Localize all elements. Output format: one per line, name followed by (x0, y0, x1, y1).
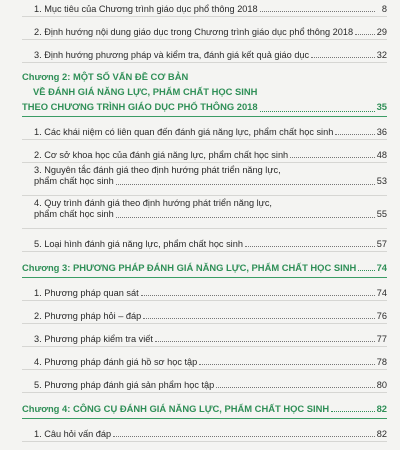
toc-entry-title: 3. Phương pháp kiểm tra viết (34, 334, 153, 344)
dot-leader (113, 436, 375, 437)
toc-entry-page: 29 (376, 27, 387, 37)
dot-leader (216, 387, 375, 388)
dot-leader (290, 157, 375, 158)
dot-leader (260, 11, 375, 12)
dot-leader (358, 270, 374, 271)
toc-entry-3-5[interactable] (22, 370, 387, 393)
toc-entry-3-3[interactable] (22, 324, 387, 347)
toc-entry-title: 1. Phương pháp quan sát (34, 288, 139, 298)
chapter-title: Chương 3: PHƯƠNG PHÁP ĐÁNH GIÁ NĂNG LỰC, PHẨM CHẤT HỌC SINH (22, 262, 357, 273)
toc-entry-1-3[interactable] (22, 40, 387, 63)
toc-entry-3-4[interactable] (22, 347, 387, 370)
toc-entry-3-1[interactable] (22, 278, 387, 301)
toc-entry-3-2[interactable] (22, 301, 387, 324)
toc-entry-title: 5. Loại hình đánh giá năng lực, phẩm chất học sinh (34, 239, 243, 249)
toc-chapter-4[interactable] (22, 393, 387, 419)
toc-entry-title: 1. Câu hỏi vấn đáp (34, 429, 112, 439)
dot-leader (155, 341, 375, 342)
toc-entry-1-1[interactable] (22, 0, 387, 17)
toc-entry-4-1[interactable] (22, 419, 387, 442)
toc-entry-page: 8 (381, 4, 387, 14)
chapter-title-line: VỀ ĐÁNH GIÁ NĂNG LỰC, PHẨM CHẤT HỌC SINH (33, 86, 258, 97)
toc-entry-page: 48 (376, 150, 387, 160)
chapter-page: 74 (376, 262, 387, 273)
toc-entry-page: 80 (376, 380, 387, 390)
toc-entry-page: 55 (376, 209, 387, 219)
toc-entry-page: 36 (376, 127, 387, 137)
toc-entry-title-line: 4. Quy trình đánh giá theo định hướng phát triển năng lực, (34, 198, 272, 208)
toc-entry-title: 2. Phương pháp hỏi – đáp (34, 311, 142, 321)
toc-entry-title: 2. Cơ sở khoa học của đánh giá năng lực, phẩm chất học sinh (34, 150, 289, 160)
toc-entry-page: 57 (376, 239, 387, 249)
dot-leader (331, 411, 374, 412)
toc-entry-2-4[interactable] (22, 196, 387, 229)
dot-leader (260, 111, 375, 112)
dot-leader (143, 318, 375, 319)
toc-chapter-3[interactable] (22, 252, 387, 278)
toc-entry-1-2[interactable] (22, 17, 387, 40)
dot-leader (199, 364, 374, 365)
dot-leader (245, 246, 375, 247)
dot-leader (141, 295, 375, 296)
toc-entry-page: 53 (376, 176, 387, 186)
chapter-page: 35 (376, 101, 387, 112)
toc-entry-cropped (22, 442, 387, 450)
toc-chapter-2[interactable] (22, 63, 387, 117)
toc-entry-title: 1. Các khái niệm có liên quan đến đánh giá năng lực, phẩm chất học sinh (34, 127, 334, 137)
toc-entry-title-line: phẩm chất học sinh (34, 176, 114, 186)
toc-entry-2-1[interactable] (22, 117, 387, 140)
toc-entry-title: 3. Định hướng phương pháp và kiểm tra, đánh giá kết quả giáo dục (34, 50, 310, 60)
chapter-title: Chương 4: CÔNG CỤ ĐÁNH GIÁ NĂNG LỰC, PHẨM CHẤT HỌC SINH (22, 403, 330, 414)
dot-leader (116, 217, 375, 218)
toc-entry-2-3[interactable] (22, 163, 387, 196)
toc-entry-title: 2. Định hướng nội dung giáo dục trong Chương trình giáo dục phổ thông 2018 (34, 27, 354, 37)
chapter-page: 82 (376, 403, 387, 414)
toc-entry-title: 4. Phương pháp đánh giá hồ sơ học tập (34, 357, 198, 367)
toc-entry-page: 77 (376, 334, 387, 344)
dot-leader (355, 34, 375, 35)
toc-entry-page: 82 (376, 429, 387, 439)
toc-entry-2-2[interactable] (22, 140, 387, 163)
dot-leader (116, 184, 375, 185)
toc-entry-page: 74 (376, 288, 387, 298)
chapter-title-line: THEO CHƯƠNG TRÌNH GIÁO DỤC PHỔ THÔNG 2018 (22, 101, 258, 112)
toc-entry-title-line: 3. Nguyên tắc đánh giá theo định hướng phát triển năng lực, (34, 165, 281, 175)
toc-entry-title: 1. Mục tiêu của Chương trình giáo dục phổ thông 2018 (34, 4, 258, 14)
toc-entry-title: 5. Phương pháp đánh giá sản phẩm học tập (34, 380, 215, 390)
dot-leader (311, 57, 375, 58)
toc-entry-page: 78 (376, 357, 387, 367)
toc-entry-2-5[interactable] (22, 229, 387, 252)
toc-entry-page: 76 (376, 311, 387, 321)
chapter-title-line: Chương 2: MỘT SỐ VẤN ĐỀ CƠ BẢN (22, 71, 189, 82)
toc-entry-title-line: phẩm chất học sinh (34, 209, 114, 219)
toc-entry-page: 32 (376, 50, 387, 60)
dot-leader (335, 134, 374, 135)
